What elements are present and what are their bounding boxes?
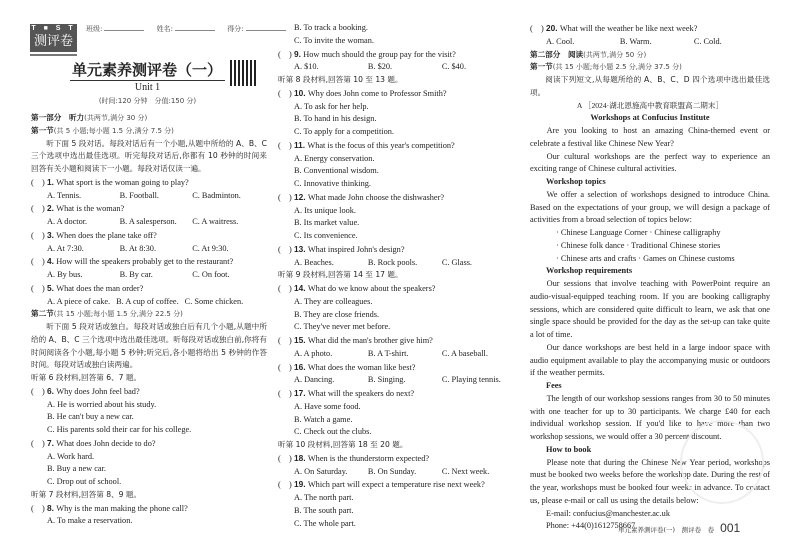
question: [530, 22, 770, 36]
question: [31, 202, 267, 216]
column-middle: [278, 22, 518, 530]
option: C. $40.: [441, 62, 467, 72]
question: [278, 387, 518, 401]
logo-bottom: 测评卷: [33, 34, 73, 49]
option: B. By car.: [119, 270, 153, 279]
option: B. Warm.: [619, 36, 652, 46]
question: [31, 437, 267, 451]
question: [278, 191, 518, 205]
option: A. Beaches.: [294, 257, 334, 267]
option: C. Cold.: [693, 36, 722, 46]
page-number: 001: [720, 521, 741, 535]
options-row: [31, 243, 267, 256]
option: C. Drop out of school.: [47, 477, 122, 486]
section-heading: [31, 125, 267, 138]
section-heading: [278, 74, 518, 87]
passage-subheading: Workshop requirements: [546, 266, 633, 276]
page-title: 单元素养测评卷（一）: [71, 61, 222, 79]
option: A. A piece of cake.: [47, 296, 111, 306]
question-number: 14.: [294, 283, 308, 293]
option: A. $10.: [294, 62, 319, 72]
option: A. The north part.: [294, 493, 354, 502]
question: [278, 139, 518, 153]
question-number: 2.: [47, 203, 57, 214]
heading-note: (共 15 小题;每小题 1.5 分,满分 22.5 分): [53, 310, 183, 319]
option: C. Badminton.: [192, 190, 241, 200]
name-label: 姓名:: [156, 25, 173, 33]
option: C. Next week.: [441, 466, 490, 476]
question: [278, 452, 518, 466]
option: C. A waitress.: [192, 217, 239, 226]
question-number: 7.: [47, 437, 57, 448]
question: [31, 282, 267, 296]
heading-bold: 第一部分 听力: [31, 113, 85, 122]
question: [278, 243, 518, 257]
passage-paragraph: Our dance workshops are best held in a large indoor space with audio equipment available to play the accompanying music or outdoors if the weather permits.: [530, 342, 770, 378]
section-heading: [31, 112, 267, 125]
answer-blank[interactable]: ( ): [31, 386, 45, 396]
option: A. To make a reservation.: [47, 516, 133, 526]
contact-line: E-mail: confucius@manchester.ac.uk: [546, 508, 670, 518]
answer-blank[interactable]: ( ): [278, 284, 292, 293]
footer-label: 单元素养测评卷(一) 测评卷 卷: [618, 526, 715, 534]
question-text: What will the weather be like next week?: [559, 24, 698, 33]
section-heading: [31, 308, 267, 321]
answer-blank[interactable]: ( ): [31, 283, 45, 293]
question-text: When is the thunderstorm expected?: [307, 453, 430, 463]
heading-bold: 第二节: [31, 309, 54, 319]
answer-blank[interactable]: ( ): [278, 192, 292, 202]
student-info: [86, 24, 296, 34]
question-text: Why does John feel bad?: [56, 386, 140, 396]
question-number: 8.: [47, 502, 57, 513]
option: B. Conventional wisdom.: [294, 166, 379, 176]
option: A. A doctor.: [47, 217, 88, 226]
option: C. Innovative thinking.: [294, 179, 371, 188]
option: C. On foot.: [192, 270, 230, 279]
passage-subheading: Fees: [546, 381, 562, 390]
name-field[interactable]: [157, 25, 215, 33]
answer-blank[interactable]: ( ): [278, 362, 292, 372]
option: B. A cup of coffee.: [116, 296, 179, 306]
option: A. Dancing.: [294, 375, 335, 385]
answer-blank[interactable]: ( ): [278, 88, 292, 98]
passage-paragraph: Please note that during the Chinese New Year period, workshops must be booked two weeks before the workshop date. During the rest of the year, workshops must be booked four weeks in advance. To contact us, please e-mail or call us using the details below:: [530, 457, 770, 505]
question-number: 15.: [294, 335, 308, 345]
heading-note: 听第 8 段材料,回答第 10 至 13 题。: [278, 75, 403, 84]
answer-blank[interactable]: ( ): [31, 503, 45, 513]
option: C. A baseball.: [441, 348, 488, 358]
option: C. Playing tennis.: [441, 375, 501, 385]
option: C. The whole part.: [294, 518, 356, 528]
test-logo: [30, 24, 77, 52]
question-number: 10.: [294, 87, 308, 98]
score-label: 得分:: [227, 25, 244, 33]
option: B. A T-shirt.: [367, 348, 409, 358]
question-number: 18.: [294, 452, 308, 463]
question-text: What does John decide to do?: [56, 438, 156, 448]
options-row: [278, 61, 518, 74]
option: B. Buy a new car.: [47, 464, 106, 474]
option: A. Tennis.: [47, 190, 82, 200]
option: C. Some chicken.: [184, 296, 244, 306]
answer-blank[interactable]: ( ): [31, 230, 45, 240]
question-text: How will the speakers probably get to the restaurant?: [56, 257, 234, 267]
question-number: 6.: [47, 385, 57, 396]
passage-title: Workshops at Confucius Institute: [590, 113, 710, 123]
question-text: When does the plane take off?: [56, 230, 157, 240]
question: [31, 229, 267, 243]
section-heading: [278, 269, 518, 282]
question-number: 3.: [47, 229, 57, 240]
class-label: 班级:: [86, 25, 103, 33]
option: A. Cool.: [546, 36, 575, 46]
option: B. Singing.: [367, 375, 406, 385]
option: B. To hand in his design.: [294, 114, 377, 124]
passage-paragraph: We offer a selection of workshops designed to introduce China. Based on the expectations of your group, we will design a package of activities from a broad selection of topics below:: [530, 189, 770, 225]
options-row: [278, 466, 518, 479]
option: B. Watch a game.: [294, 414, 353, 424]
answer-blank[interactable]: ( ): [31, 438, 45, 448]
option: B. To track a booking.: [294, 23, 368, 32]
name-blank[interactable]: [175, 30, 215, 31]
answer-blank[interactable]: ( ): [278, 49, 292, 59]
heading-note: (共 5 小题;每小题 1.5 分,满分 7.5 分): [53, 126, 174, 135]
option: A. To ask for her help.: [294, 101, 369, 111]
question-text: What is the focus of this year's competition?: [307, 140, 455, 150]
instructions: 听下面 5 段对话。每段对话后有一个小题,从题中所给的 A、B、C 三个选项中选出最佳选项。听完每段对话后,你都有 10 秒钟的时间来回答有关小题和阅读下一小题。每段对话仅读一遍。: [31, 138, 267, 173]
passage-paragraph: Our cultural workshops are the perfect way to experience an exciting range of Chinese cultural activities.: [530, 151, 770, 174]
option: C. Glass.: [441, 257, 473, 267]
option: B. They are close friends.: [294, 309, 380, 319]
heading-bold: 第一节: [530, 62, 553, 72]
question-number: 1.: [47, 176, 57, 187]
option: A. Its unique look.: [294, 205, 356, 215]
question: [278, 48, 518, 62]
question-text: What made John choose the dishwasher?: [307, 192, 445, 202]
options-row: [278, 374, 518, 387]
instructions: 听下面 5 段对话或独白。每段对话或独白后有几个小题,从题中所给的 A、B、C 三个选项中选出最佳选项。听每段对话或独白前,你将有时间阅读各个小题,每小题 5 秒钟;听完后,各小题将给出 5 秒钟的作答时间。每段对话或独白读两遍。: [31, 322, 267, 370]
contact-line: Phone: +44(0)1612758667: [546, 521, 636, 531]
option: B. Football.: [119, 190, 160, 200]
option: B. Rock pools.: [367, 257, 418, 267]
question-number: 4.: [47, 256, 57, 267]
divider: [30, 54, 77, 56]
topic-list-item: · Chinese folk dance · Traditional Chinese stories: [556, 240, 721, 250]
section-heading: [278, 439, 518, 452]
answer-blank[interactable]: ( ): [278, 480, 292, 490]
options-row: [31, 190, 267, 203]
class-field[interactable]: [86, 25, 144, 33]
question-text: What does the man order?: [56, 283, 144, 293]
option: C. To invite the woman.: [294, 35, 374, 45]
question-text: Which part will expect a temperature rise next week?: [307, 480, 485, 490]
question: [278, 478, 518, 492]
option: B. A salesperson.: [119, 217, 177, 226]
answer-blank[interactable]: ( ): [31, 257, 45, 267]
section-heading: [530, 49, 770, 62]
options-row: [278, 348, 518, 361]
option: A. Work hard.: [47, 451, 95, 461]
question-text: What is the woman?: [56, 204, 125, 214]
question: [278, 361, 518, 375]
option: A. Have some food.: [294, 401, 361, 411]
instructions: 阅读下列短文,从每题所给的 A、B、C、D 四个选项中选出最佳选项。: [530, 75, 770, 97]
column-left: [31, 112, 267, 528]
question-number: 9.: [294, 48, 304, 59]
answer-blank[interactable]: ( ): [278, 389, 292, 398]
title-underline: [70, 80, 225, 81]
question-number: 17.: [294, 388, 308, 398]
answer-blank[interactable]: ( ): [31, 204, 45, 214]
question-text: Why is the man making the phone call?: [56, 503, 188, 513]
heading-bold: 第一节: [31, 125, 54, 135]
options-row: [278, 257, 518, 270]
answer-blank[interactable]: ( ): [530, 24, 544, 33]
question-number: 11.: [294, 139, 308, 150]
question-number: 19.: [294, 479, 308, 490]
option: A. By bus.: [47, 270, 83, 279]
watermark-stamp: [680, 420, 764, 504]
question: [278, 87, 518, 101]
passage-paragraph: Are you looking to host an amazing China-themed event or celebrate a festival like Chinese New Year?: [530, 126, 770, 148]
question-number: 12.: [294, 191, 308, 202]
qr-code-icon: [230, 60, 256, 86]
question-text: What do we know about the speakers?: [307, 284, 436, 293]
answer-blank[interactable]: ( ): [278, 140, 292, 150]
options-row: [31, 269, 267, 282]
section-heading: [31, 489, 267, 502]
question-text: Why does John come to Professor Smith?: [307, 88, 447, 98]
topic-list-item: · Chinese Language Corner · Chinese calligraphy: [556, 228, 721, 237]
question: [278, 334, 518, 348]
question: [31, 255, 267, 269]
option: C. Check out the clubs.: [294, 427, 372, 437]
option: A. On Saturday.: [294, 466, 348, 476]
question: [278, 282, 518, 296]
section-heading: [530, 61, 770, 74]
options-row: [31, 216, 267, 229]
answer-blank[interactable]: ( ): [278, 453, 292, 463]
question: [31, 385, 267, 399]
answer-blank[interactable]: ( ): [278, 244, 292, 254]
option: B. He can't buy a new car.: [47, 412, 134, 422]
logo-top: T ■ S T: [31, 25, 76, 32]
question-number: 20.: [546, 23, 560, 33]
option: C. Its convenience.: [294, 231, 358, 240]
option: C. They've never met before.: [294, 322, 391, 332]
option: B. At 8:30.: [119, 243, 157, 253]
question-number: 5.: [47, 282, 57, 293]
question-text: What did the man's brother give him?: [307, 336, 433, 345]
option: A. They are colleagues.: [294, 296, 373, 306]
answer-blank[interactable]: ( ): [31, 177, 45, 187]
question-number: 13.: [294, 243, 308, 254]
option: A. A photo.: [294, 348, 333, 358]
heading-note: 听第 6 段材料,回答第 6、7 题。: [31, 373, 142, 382]
heading-note: (共 15 小题;每小题 2.5 分,满分 37.5 分): [552, 63, 682, 72]
passage-paragraph: Our sessions that involve teaching with PowerPoint require an audio-visual-equipped teaching room. If you are booking calligraphy sessions, which are considered quite difficult to learn, we ask that one single space should be provided for the day as the set-up can take quite a lot of time.: [530, 279, 770, 339]
options-row: [530, 36, 770, 49]
heading-note: 听第 9 段材料,回答第 14 至 17 题。: [278, 270, 403, 280]
passage-paragraph: The length of our workshop sessions ranges from 30 to 50 minutes with one teacher for up to 30 participants. We charge £40 for each individual workshop session. If you'd like to have more than two workshop sessions, we would offer a 30 percent discount.: [530, 393, 770, 441]
unit-label: Unit 1: [134, 82, 161, 93]
heading-note: (共两节,满分 50 分): [583, 50, 647, 59]
question-text: What will the speakers do next?: [307, 389, 415, 398]
footer: [618, 521, 740, 535]
option: A. At 7:30.: [47, 243, 84, 253]
section-heading: [31, 372, 267, 385]
option: C. At 9:30.: [192, 243, 229, 253]
option: A. Energy conservation.: [294, 153, 375, 163]
question-text: What sport is the woman going to play?: [56, 177, 189, 187]
option: C. His parents sold their car for his college.: [47, 425, 192, 434]
option: B. Its market value.: [294, 218, 360, 228]
option: B. On Sunday.: [367, 466, 417, 476]
score-field[interactable]: [227, 25, 285, 33]
question-text: What inspired John's design?: [307, 244, 405, 254]
question-text: What does the woman like best?: [307, 362, 416, 372]
option: B. $20.: [367, 62, 393, 72]
options-row: [31, 296, 267, 309]
passage-label: A ［2024·湖北恩施高中教育联盟高二期末］: [576, 100, 724, 110]
question: [31, 176, 267, 190]
time-score: (时间:120 分钟 分值:150 分): [98, 97, 197, 105]
question-number: 16.: [294, 361, 308, 372]
class-blank[interactable]: [104, 30, 144, 31]
passage-subheading: Workshop topics: [546, 177, 606, 186]
question-text: How much should the group pay for the visit?: [303, 49, 456, 59]
option: B. The south part.: [294, 505, 354, 515]
heading-note: 听第 10 段材料,回答第 18 至 20 题。: [278, 440, 408, 449]
question: [31, 502, 267, 516]
answer-blank[interactable]: ( ): [278, 336, 292, 345]
passage-subheading: How to book: [546, 444, 592, 454]
heading-bold: 第二部分 阅读: [530, 49, 584, 59]
option: C. To apply for a competition.: [294, 127, 394, 136]
heading-note: (共两节,满分 30 分): [84, 114, 148, 122]
topic-list-item: · Chinese arts and crafts · Games on Chinese customs: [556, 253, 735, 263]
option: A. He is worried about his study.: [47, 399, 157, 409]
heading-note: 听第 7 段材料,回答第 8、9 题。: [31, 489, 142, 499]
